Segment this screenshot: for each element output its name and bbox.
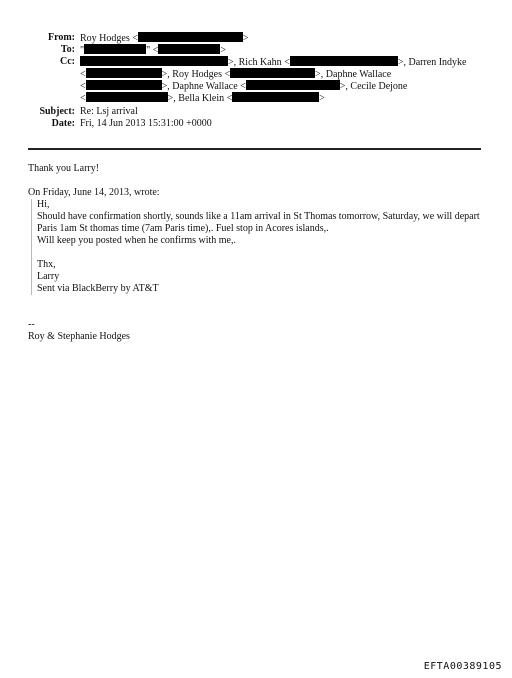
cc-daphne-wallace-2: >, Daphne Wallace <: [161, 81, 246, 92]
greeting: Thank you Larry!: [28, 163, 100, 174]
email-body: [28, 163, 488, 343]
from-label: From:: [47, 32, 75, 43]
redaction-block: [232, 92, 319, 102]
redaction-block: [138, 32, 243, 42]
signature-dash: --: [28, 319, 35, 330]
redaction-block: [158, 44, 220, 54]
cc-label: Cc:: [60, 56, 75, 67]
redaction-block: [86, 68, 162, 78]
signature: Roy & Stephanie Hodges: [28, 331, 130, 342]
redaction-block: [80, 56, 228, 66]
cc-rich-kahn: >, Rich Kahn <: [228, 57, 290, 68]
from-row: [0, 32, 512, 44]
quote-line: Hi,: [37, 199, 50, 210]
cc-row-1: [0, 56, 512, 68]
to-quote-lt: " <: [146, 45, 159, 56]
to-label: To:: [60, 44, 75, 55]
redaction-block: [230, 68, 315, 78]
cc-daphne-wallace: >, Daphne Wallace: [315, 69, 392, 80]
cc-cecile-dejone: >, Cecile Dejone: [339, 81, 408, 92]
angle-close: >: [319, 93, 325, 104]
quote-line: Will keep you posted when he confirms with me,.: [37, 235, 236, 246]
angle-close: >: [242, 33, 249, 44]
cc-row-3: [0, 80, 512, 92]
header-divider: [28, 148, 481, 150]
redaction-block: [86, 80, 162, 90]
cc-darren-indyke: >, Darren Indyke: [397, 57, 467, 68]
redaction-block: [290, 56, 398, 66]
quote-line: Paris 1am St thomas time (7am Paris time),. Fuel stop in Acores islands,.: [37, 223, 329, 234]
quoted-message: [31, 199, 488, 295]
subject-row: [0, 106, 512, 118]
quote-line: Thx,: [37, 259, 56, 270]
quote-line: Should have confirmation shortly, sounds like a 11am arrival in St Thomas tomorrow, Saturday, we will depart: [37, 211, 480, 222]
quote-line: Sent via BlackBerry by AT&T: [37, 283, 159, 294]
subject-label: Subject:: [39, 106, 75, 117]
to-row: [0, 44, 512, 56]
to-quote: ": [80, 45, 85, 56]
redaction-block: [84, 44, 146, 54]
quote-intro: On Friday, June 14, 2013, wrote:: [28, 187, 160, 198]
angle-open: <: [80, 93, 86, 104]
date-value: Fri, 14 Jun 2013 15:31:00 +0000: [80, 118, 212, 129]
from-name: Roy Hodges <: [80, 33, 138, 44]
cc-bella-klein: >, Bella Klein <: [167, 93, 233, 104]
document-id: EFTA00389105: [423, 661, 502, 672]
redaction-block: [86, 92, 168, 102]
angle-open: <: [80, 69, 86, 80]
subject-value: Re: Lsj arrival: [80, 106, 138, 117]
cc-row-2: [0, 68, 512, 80]
date-row: [0, 118, 512, 130]
email-header: [0, 32, 512, 130]
quote-line: Larry: [37, 271, 60, 282]
date-label: Date:: [51, 118, 75, 129]
angle-open: <: [80, 81, 86, 92]
redaction-block: [246, 80, 340, 90]
cc-roy-hodges: >, Roy Hodges <: [161, 69, 231, 80]
cc-row-4: [0, 92, 512, 104]
angle-close: >: [220, 45, 226, 56]
